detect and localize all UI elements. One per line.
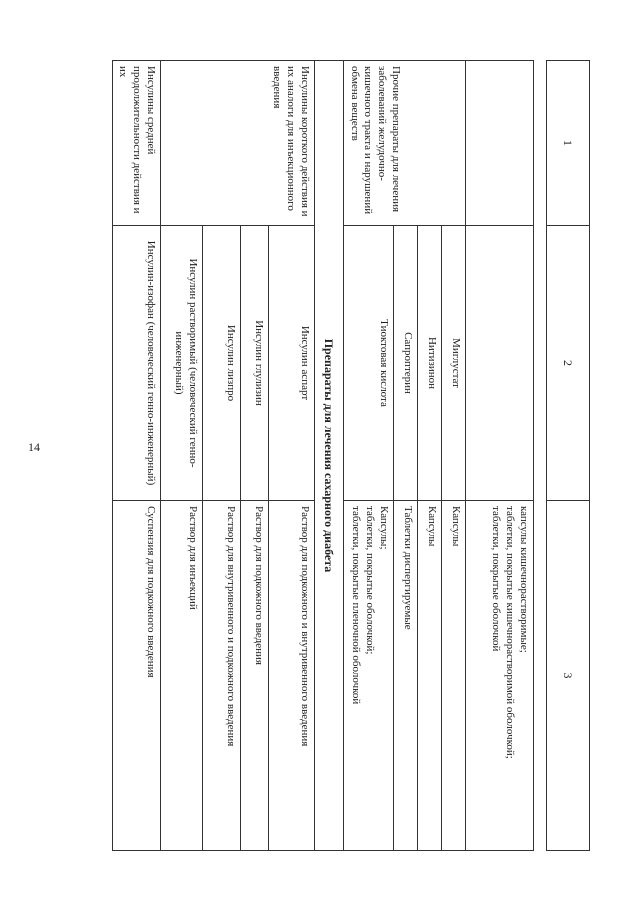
- drug-name-cell: Миглустат: [442, 226, 466, 501]
- forms-cell: Таблетки диспергируемые: [394, 501, 418, 851]
- drug-name-cell: Тиоктовая кислота: [344, 226, 394, 501]
- form-line: таблетки, покрытые оболочкой: [490, 506, 503, 652]
- forms-cell: Суспензия для подкожного введения: [112, 501, 160, 851]
- forms-cell: Раствор для подкожного введения: [241, 501, 269, 851]
- rotated-table-container: [60, 60, 590, 850]
- table-row: [269, 61, 315, 851]
- page-number: 14: [28, 440, 40, 454]
- group-cell: [466, 61, 534, 226]
- drug-name-cell: [466, 226, 534, 501]
- group-cell: Инсулины короткого действия и их аналоги для инъекционного введения: [161, 61, 315, 226]
- drug-name-cell: Нитизинон: [418, 226, 442, 501]
- header-row: [547, 61, 590, 851]
- forms-cell: Капсулы: [442, 501, 466, 851]
- drug-name-cell: Инсулин лизпро: [203, 226, 241, 501]
- form-line: таблетки, покрытые оболочкой;: [364, 506, 377, 655]
- header-col-2: 2: [547, 226, 590, 501]
- form-line: таблетки, покрытые пленочной оболочкой: [350, 506, 363, 705]
- drug-name-cell: Инсулин глулизин: [241, 226, 269, 501]
- section-title: Препараты для лечения сахарного диабета: [315, 61, 344, 851]
- form-line: Капсулы;: [378, 506, 390, 550]
- table-row: [466, 61, 534, 851]
- forms-cell: Капсулы: [418, 501, 442, 851]
- drug-name-cell: Сапроптерин: [394, 226, 418, 501]
- drug-name-cell: Инсулин растворимый (человеческий генно-инженерный): [161, 226, 203, 501]
- drug-name-cell: Инсулин аспарт: [269, 226, 315, 501]
- forms-cell: [344, 501, 394, 851]
- forms-cell: Раствор для подкожного и внутривенного введения: [269, 501, 315, 851]
- group-cell: Прочие препараты для лечения заболеваний желудочно-кишечного тракта и нарушений обмена веществ: [344, 61, 466, 226]
- section-row: [315, 61, 344, 851]
- drug-table: [112, 60, 590, 851]
- forms-cell: Раствор для инъекций: [161, 501, 203, 851]
- form-line: таблетки, покрытые кишечнорастворимой оболочкой;: [504, 506, 517, 759]
- forms-cell: [466, 501, 534, 851]
- header-col-1: 1: [547, 61, 590, 226]
- group-cell: Инсулины средней продолжительности действия и их: [112, 61, 160, 226]
- table-row: [442, 61, 466, 851]
- forms-cell: Раствор для внутривенного и подкожного введения: [203, 501, 241, 851]
- drug-name-cell: Инсулин-изофан (человеческий генно-инженерный): [112, 226, 160, 501]
- table-row: [112, 61, 160, 851]
- header-col-3: 3: [547, 501, 590, 851]
- form-line: капсулы кишечнорастворимые;: [518, 506, 530, 653]
